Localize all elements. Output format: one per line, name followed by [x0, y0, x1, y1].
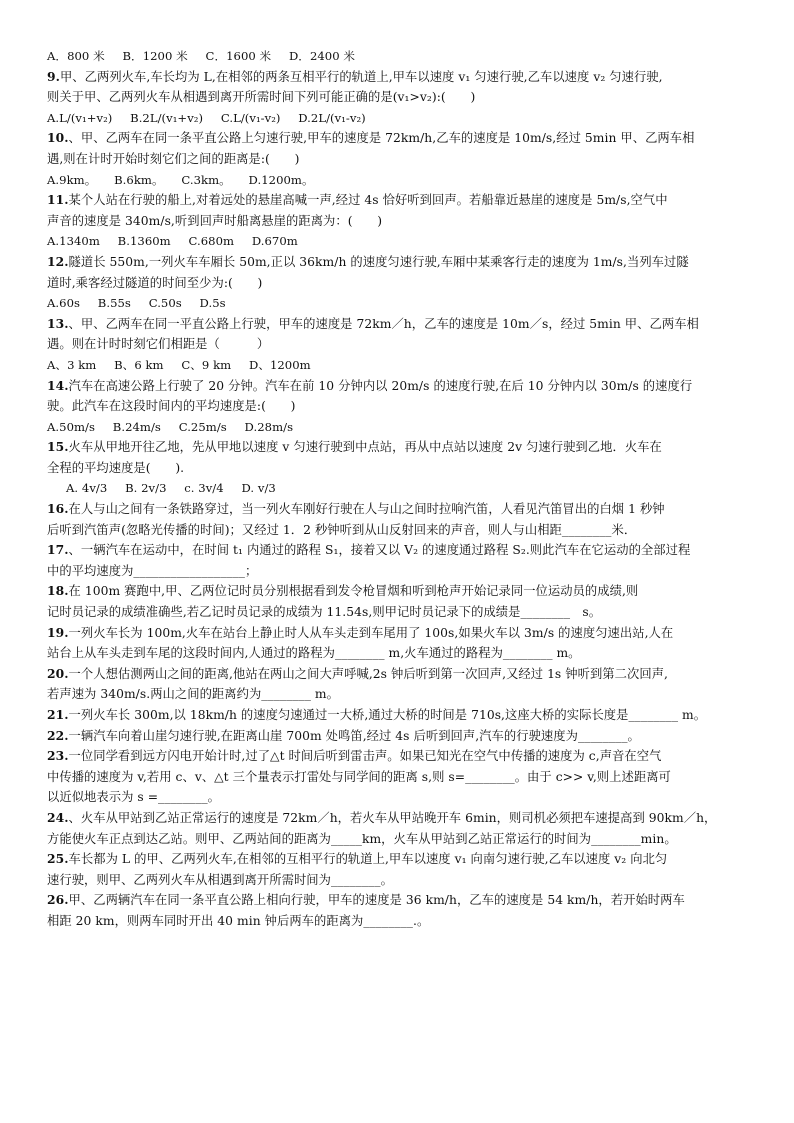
- q8-option-c: C．1600 米: [205, 49, 272, 63]
- question-10: [47, 128, 759, 149]
- q15-option-b: B. 2v/3: [125, 481, 167, 496]
- q11-option-d: D.670m: [251, 234, 298, 249]
- q12-option-c: C.50s: [148, 296, 182, 311]
- question-10-line1: 、甲、乙两车在同一条平直公路上匀速行驶,甲车的速度是 72km/h,乙车的速度是 10m/s,经过 5min 甲、乙两车相: [68, 131, 695, 146]
- q12-option-a: A.60s: [47, 296, 81, 311]
- q8-options: [47, 46, 759, 67]
- question-25-line2: 速行驶，则甲、乙两列火车从相遇到离开所需时间为________。: [47, 872, 393, 887]
- q9-option-b: B.2L/(v₁+v₂): [130, 110, 204, 125]
- q10-option-a: A.9km。: [47, 172, 97, 187]
- question-14: [47, 376, 759, 397]
- question-14-line1: 汽车在高速公路上行驶了 20 分钟。汽车在前 10 分钟内以 20m/s 的速度行驶,在后 10 分钟内以 30m/s 的速度行: [68, 378, 693, 393]
- question-21-number: 21.: [47, 707, 69, 722]
- question-13-line2: 遇。则在计时时刻它们相距是（ ）: [47, 337, 270, 352]
- q11-option-c: C.680m: [188, 234, 235, 249]
- question-17-line1: 、一辆汽车在运动中，在时间 t₁ 内通过的路程 S₁，接着又以 V₂ 的速度通过路程 S₂.则此汽车在它运动的全部过程: [68, 543, 691, 558]
- question-15-number: 15.: [47, 439, 69, 455]
- question-26-number: 26.: [47, 892, 69, 908]
- question-14-number: 14.: [47, 377, 69, 393]
- q10-option-c: C.3km。: [181, 172, 231, 187]
- q9-option-d: D.2L/(v₁-v₂): [298, 110, 366, 125]
- question-14-line2: 驶。此汽车在这段时间内的平均速度是:( ): [47, 399, 296, 414]
- question-20-line1: 一个人想估测两山之间的距离,他站在两山之间大声呼喊,2s 钟后听到第一次回声,又经过 1s 钟听到第二次回声,: [68, 666, 668, 681]
- exam-page: [47, 46, 759, 932]
- question-9-line2: 则关于甲、乙两列火车从相遇到离开所需时间下列可能正确的是(v₁>v₂):( ): [47, 90, 476, 105]
- question-11-line1: 某个人站在行驶的船上,对着远处的悬崖高喊一声,经过 4s 恰好听到回声。若船靠近悬崖的速度是 5m/s,空气中: [68, 193, 668, 208]
- q13-option-b: B、6 km: [114, 357, 164, 372]
- question-25-line1: 车长都为 L 的甲、乙两列火车,在相邻的互相平行的轨道上,甲车以速度 v₁ 向南匀速行驶,乙车以速度 v₂ 向北匀: [68, 852, 668, 867]
- q13-option-c: C、9 km: [181, 357, 232, 372]
- question-22: [47, 726, 759, 747]
- question-23-number: 23.: [47, 748, 69, 764]
- question-26-line2: 相距 20 km，则两车同时开出 40 min 钟后两车的距离为________.。: [47, 913, 430, 928]
- question-21-line1: 一列火车长 300m,以 18km/h 的速度匀速通过一大桥,通过大桥的时间是 710s,这座大桥的实际长度是________ m。: [68, 708, 707, 722]
- q12-option-d: D.5s: [199, 296, 226, 311]
- question-12: [47, 252, 759, 273]
- question-23-line3: 以近似地表示为 s =________。: [47, 790, 220, 805]
- question-17-number: 17.: [47, 542, 69, 558]
- question-9-line1: 甲、乙两列火车,车长均为 L,在相邻的两条互相平行的轨道上,甲车以速度 v₁ 匀速行驶,乙车以速度 v₂ 匀速行驶,: [59, 69, 663, 84]
- question-11-number: 11.: [47, 192, 69, 208]
- question-11-line2: 声音的速度是 340m/s,听到回声时船离悬崖的距离为：( ): [47, 213, 383, 228]
- question-12-line2: 道时,乘客经过隧道的时间至少为:( ): [47, 275, 263, 290]
- q14-option-a: A.50m/s: [47, 419, 96, 434]
- question-17-line2: 中的平均速度为__________________；: [47, 563, 258, 578]
- q15-options: [47, 478, 759, 499]
- question-21: [47, 705, 759, 726]
- question-20-line2: 若声速为 340m/s.两山之间的距离约为________ m。: [47, 687, 339, 702]
- question-15-line2: 全程的平均速度是( ).: [47, 460, 185, 475]
- question-19-line2: 站台上从车头走到车尾的这段时间内,人通过的路程为________ m,火车通过的路程为________ m。: [47, 646, 581, 661]
- question-9: [47, 67, 759, 88]
- question-24: [47, 808, 759, 829]
- question-11: [47, 190, 759, 211]
- question-19-number: 19.: [47, 624, 69, 640]
- q11-options: [47, 231, 759, 252]
- question-22-number: 22.: [47, 727, 69, 743]
- q11-option-a: A.1340m: [47, 234, 100, 249]
- question-23-line2: 中传播的速度为 v,若用 c、v、△t 三个量表示打雷处与同学间的距离 s,则 s=________。由于 c>> v,则上述距离可: [47, 769, 671, 784]
- q8-option-b: B．1200 米: [122, 49, 188, 63]
- question-26: [47, 890, 759, 911]
- question-18-line1: 在 100m 赛跑中,甲、乙两位记时员分别根据看到发令枪冒烟和听到枪声开始记录同一位运动员的成绩,则: [68, 584, 639, 599]
- question-9-number: 9.: [47, 68, 60, 84]
- question-12-line1: 隧道长 550m,一列火车车厢长 50m,正以 36km/h 的速度匀速行驶,车厢中某乘客行走的速度为 1m/s,当列车过隧: [68, 254, 689, 269]
- question-16-number: 16.: [47, 501, 69, 517]
- q13-options: [47, 355, 759, 376]
- question-24-line2: 方能使火车正点到达乙站。则甲、乙两站间的距离为_____km，火车从甲站到乙站正常运行的时间为________min。: [47, 831, 677, 846]
- q8-option-d: D．2400 米: [288, 49, 356, 63]
- question-20-number: 20.: [47, 665, 69, 681]
- question-24-line1: 、火车从甲站到乙站正常运行的速度是 72km／h，若火车从甲站晚开车 6min，则司机必须把车速提高到 90km／h，: [68, 810, 717, 825]
- q14-option-c: C.25m/s: [178, 419, 227, 434]
- question-19-line1: 一列火车长为 100m,火车在站台上静止时人从车头走到车尾用了 100s,如果火车以 3m/s 的速度匀速出站,人在: [68, 625, 674, 640]
- question-12-number: 12.: [47, 253, 69, 269]
- question-13-number: 13.: [47, 315, 69, 331]
- question-23: [47, 746, 759, 767]
- question-25-number: 25.: [47, 851, 69, 867]
- q9-option-c: C.L/(v₁-v₂): [220, 110, 281, 125]
- question-18: [47, 581, 759, 602]
- q13-option-d: D、1200m: [248, 357, 311, 372]
- q15-option-a: A. 4v/3: [66, 481, 108, 496]
- question-13-line1: 、甲、乙两车在同一平直公路上行驶，甲车的速度是 72km／h，乙车的速度是 10m／s，经过 5min 甲、乙两车相: [68, 316, 699, 331]
- q14-options: [47, 417, 759, 438]
- question-16-line2: 后听到汽笛声(忽略光传播的时间)；又经过 1．2 秒钟听到从山反射回来的声音，则人与山相距________米．: [47, 522, 637, 537]
- question-15: [47, 437, 759, 458]
- q10-options: [47, 170, 759, 191]
- question-24-number: 24.: [47, 809, 69, 825]
- question-10-number: 10.: [47, 130, 69, 146]
- q14-option-b: B.24m/s: [112, 419, 161, 434]
- question-16-line1: 在人与山之间有一条铁路穿过，当一列火车刚好行驶在人与山之间时拉响汽笛，人看见汽笛冒出的白烟 1 秒钟: [68, 502, 665, 517]
- question-13: [47, 314, 759, 335]
- q11-option-b: B.1360m: [117, 234, 171, 249]
- question-18-line2: 记时员记录的成绩准确些,若乙记时员记录的成绩为 11.54s,则甲记时员记录下的成绩是________ s。: [47, 605, 602, 620]
- question-20: [47, 664, 759, 685]
- q13-option-a: A、3 km: [47, 357, 97, 372]
- question-23-line1: 一位同学看到远方闪电开始计时,过了△t 时间后听到雷击声。如果已知光在空气中传播的速度为 c,声音在空气: [68, 749, 662, 764]
- question-19: [47, 623, 759, 644]
- question-15-line1: 火车从甲地开往乙地，先从甲地以速度 v 匀速行驶到中点站，再从中点站以速度 2v 匀速行驶到乙地．火车在: [68, 440, 662, 455]
- q8-option-a: A．800 米: [47, 49, 105, 63]
- question-26-line1: 甲、乙两辆汽车在同一条平直公路上相向行驶，甲车的速度是 36 km/h，乙车的速度是 54 km/h，若开始时两车: [68, 893, 685, 908]
- question-25: [47, 849, 759, 870]
- question-17: [47, 540, 759, 561]
- question-10-line2: 遇,则在计时开始时刻它们之间的距离是:( ): [47, 151, 300, 166]
- q10-option-b: B.6km。: [114, 172, 164, 187]
- q12-option-b: B.55s: [97, 296, 131, 311]
- question-16: [47, 499, 759, 520]
- q12-options: [47, 293, 759, 314]
- question-18-number: 18.: [47, 583, 69, 599]
- q14-option-d: D.28m/s: [244, 419, 294, 434]
- q15-option-d: D. v/3: [241, 481, 276, 496]
- q10-option-d: D.1200m。: [248, 172, 314, 187]
- question-22-line1: 一辆汽车向着山崖匀速行驶,在距离山崖 700m 处鸣笛,经过 4s 后听到回声,汽车的行驶速度为________。: [68, 728, 640, 743]
- q9-options: [47, 108, 759, 129]
- q9-option-a: A.L/(v₁+v₂): [47, 110, 113, 125]
- q15-option-c: c. 3v/4: [184, 481, 224, 496]
